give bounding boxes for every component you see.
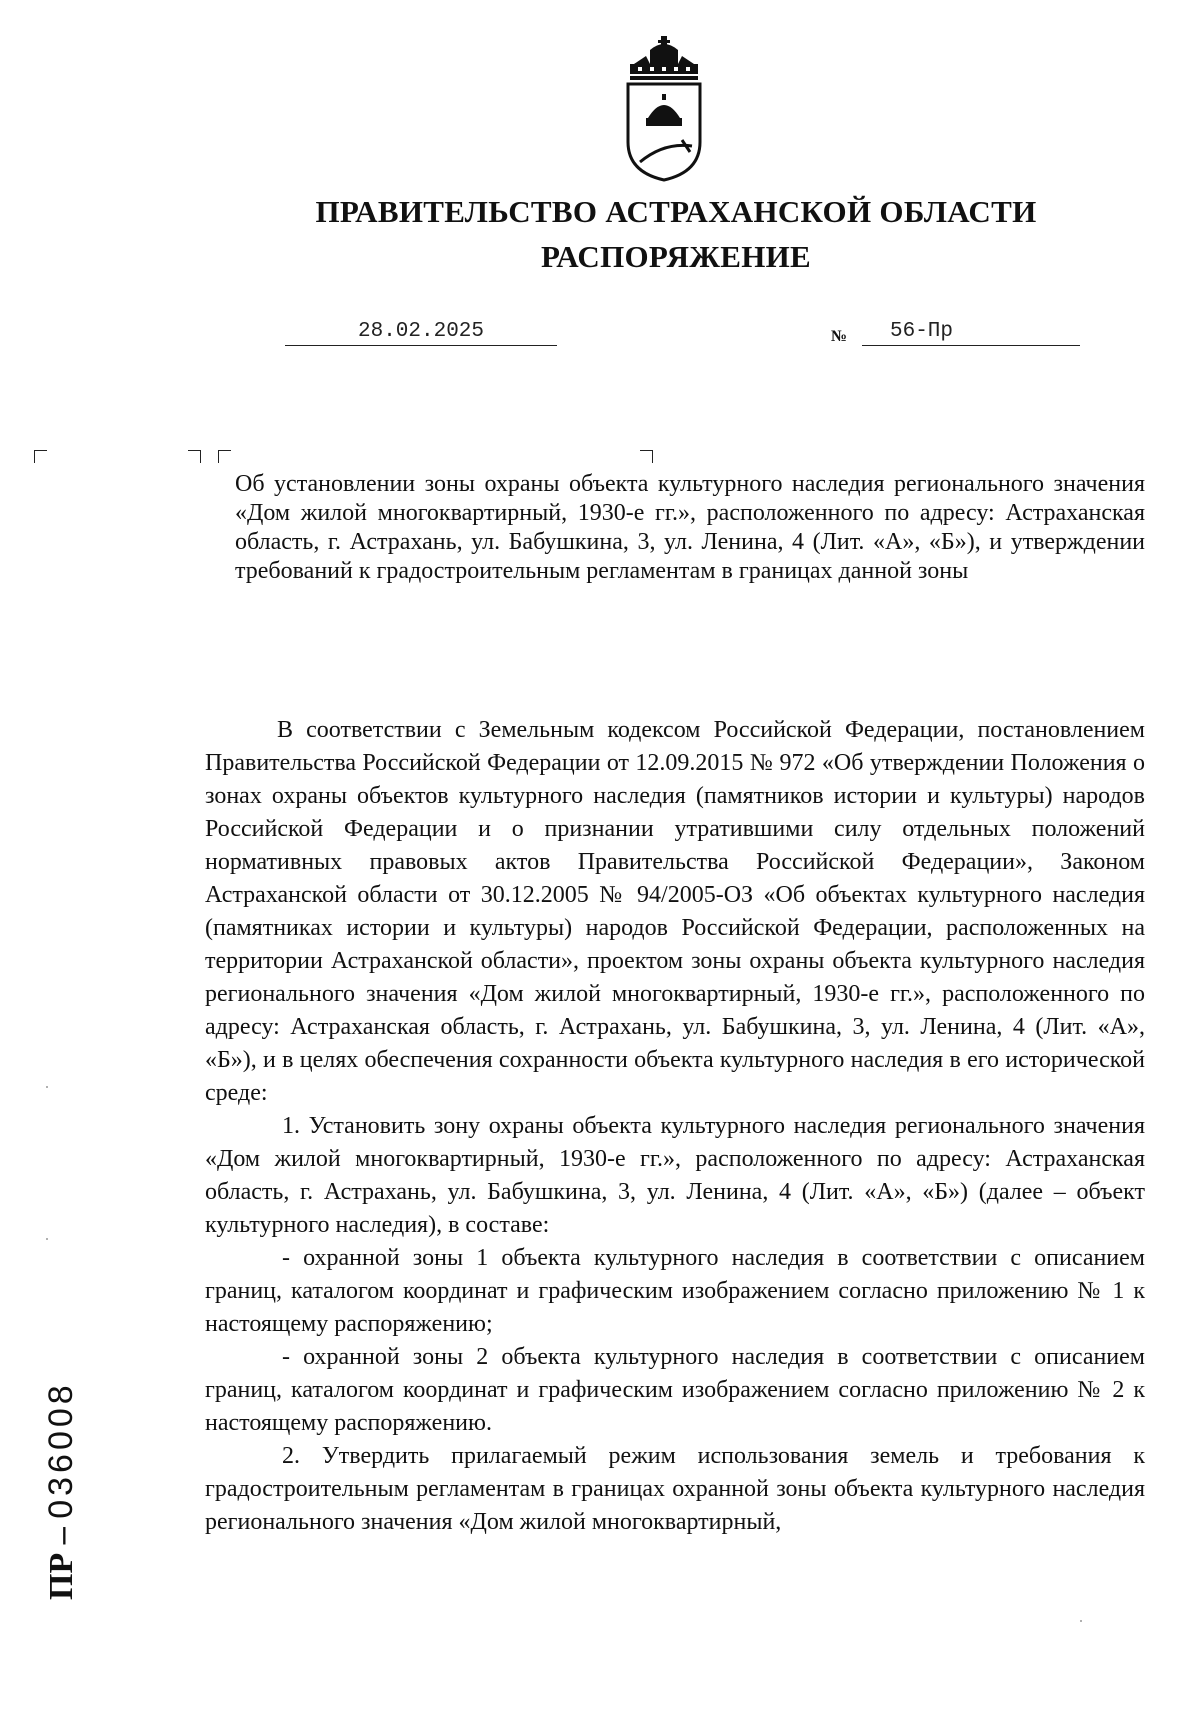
document-body xyxy=(205,714,1145,1539)
item-1-paragraph: 1. Установить зону охраны объекта культурного наследия регионального значения «Дом жилой многоквартирный, 1930-е гг.», расположенного по адресу: Астраханская область, г. Астрахань, ул. Бабушкина, 3, ул. Ленина, 4 (Лит. «А», «Б») (далее – объект культурного наследия), в составе: xyxy=(205,1113,1145,1238)
side-stamp-prefix: ПР – xyxy=(43,1527,80,1600)
document-subject: Об установлении зоны охраны объекта культурного наследия регионального значения «Дом жилой многоквартирный, 1930-е гг.», расположенного по адресу: Астраханская область, г. Астрахань, ул. Бабушкина, 3, ул. Ленина, 4 (Лит. «А», «Б»), и утверждении требований к градостроительным регламентам в границах данной зоны xyxy=(235,471,1145,584)
number-label: № xyxy=(831,328,848,345)
document-type: РАСПОРЯЖЕНИЕ xyxy=(540,239,812,274)
side-stamp-code: 036008 xyxy=(42,1381,80,1519)
corner-mark xyxy=(640,450,653,463)
item-1-a-paragraph: - охранной зоны 1 объекта культурного наследия в соответствии с описанием границ, каталогом координат и графическим изображением согласно приложению № 1 к настоящему распоряжению; xyxy=(205,1245,1145,1337)
preamble-paragraph: В соответствии с Земельным кодексом Российской Федерации, постановлением Правительства Российской Федерации от 12.09.2015 № 972 «Об утверждении Положения о зонах охраны объектов культурного наследия (памятников истории и культуры) народов Российской Федерации и о признании утратившими силу отдельных положений нормативных правовых актов Правительства Российской Федерации», Законом Астраханской области от 30.12.2005 № 94/2005-ОЗ «Об объектах культурного наследия (памятниках истории и культуры) народов Российской Федерации, расположенных на территории Астраханской области», проектом зоны охраны объекта культурного наследия регионального значения «Дом жилой многоквартирный, 1930-е гг.», расположенного по адресу: Астраханская область, г. Астрахань, ул. Бабушкина, 3, ул. Ленина, 4 (Лит. «А», «Б»), и в целях обеспечения сохранности объекта культурного наследия в его исторической среде: xyxy=(205,717,1145,1106)
document-number: 56-Пр xyxy=(862,320,1080,346)
corner-mark xyxy=(188,450,201,463)
corner-mark xyxy=(34,450,47,463)
scan-speck xyxy=(46,1086,48,1088)
coat-of-arms-icon xyxy=(620,34,708,184)
scan-speck xyxy=(46,1238,48,1240)
organization-title: ПРАВИТЕЛЬСТВО АСТРАХАНСКОЙ ОБЛАСТИ xyxy=(315,194,1037,229)
side-stamp xyxy=(42,1381,81,1600)
scan-speck xyxy=(1080,1620,1082,1622)
document-date: 28.02.2025 xyxy=(285,320,557,346)
item-2-paragraph: 2. Утвердить прилагаемый режим использования земель и требования к градостроительным регламентам в границах охранной зоны объекта культурного наследия регионального значения «Дом жилой многоквартирный, xyxy=(205,1443,1145,1535)
corner-mark xyxy=(218,450,231,463)
item-1-b-paragraph: - охранной зоны 2 объекта культурного наследия в соответствии с описанием границ, каталогом координат и графическим изображением согласно приложению № 2 к настоящему распоряжению. xyxy=(205,1344,1145,1436)
